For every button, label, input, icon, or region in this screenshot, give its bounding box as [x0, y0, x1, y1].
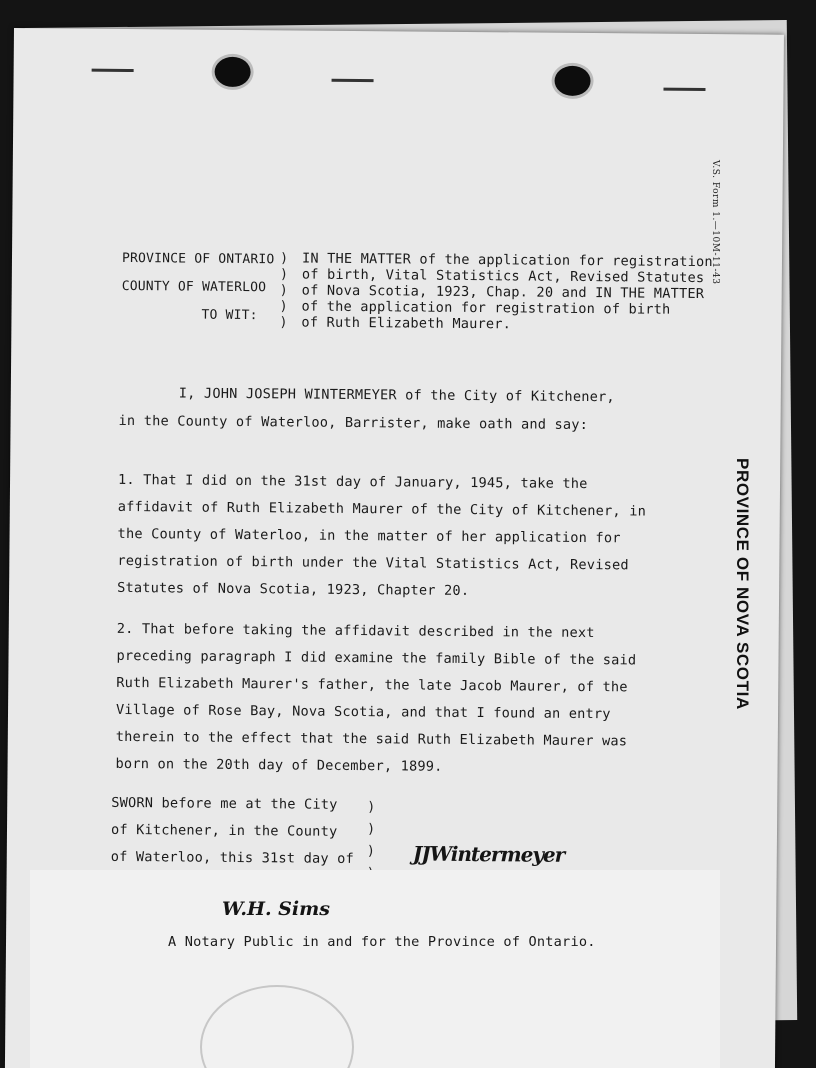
- caption-bracket: ): [279, 250, 289, 267]
- caption-matter-line: of birth, Vital Statistics Act, Revised Statutes: [301, 266, 705, 287]
- jurat-line: of Waterloo, this 31st day of: [110, 848, 354, 867]
- jurat-bracket: ): [366, 843, 376, 860]
- jurat-line: SWORN before me at the City: [111, 794, 338, 813]
- paragraph-2-line: preceding paragraph I did examine the family Bible of the said: [116, 647, 637, 669]
- rule-mark: [663, 88, 705, 91]
- caption-bracket: ): [279, 298, 288, 315]
- punch-hole: [551, 63, 593, 99]
- caption-matter-line: of the application for registration of birth: [301, 298, 671, 318]
- intro-line: in the County of Waterloo, Barrister, make oath and say:: [118, 412, 589, 434]
- jurat-line: of Kitchener, in the County: [110, 821, 338, 840]
- caption-to-wit: TO WIT:: [201, 307, 258, 324]
- caption-matter-line: of Ruth Elizabeth Maurer.: [301, 314, 512, 333]
- lower-page-strip: [30, 870, 720, 1068]
- paragraph-2-line: therein to the effect that the said Ruth Elizabeth Maurer was: [115, 728, 628, 750]
- notary-signature: W.H. Sims: [222, 898, 330, 920]
- jurat-bracket: ): [366, 821, 376, 838]
- province-stamp: PROVINCE OF NOVA SCOTIA: [733, 458, 752, 710]
- rule-mark: [92, 69, 134, 72]
- paragraph-2-line: Ruth Elizabeth Maurer's father, the late Jacob Maurer, of the: [116, 674, 628, 696]
- paragraph-1-line: the County of Waterloo, in the matter of her application for: [117, 525, 621, 547]
- paragraph-2-line: born on the 20th day of December, 1899.: [115, 755, 443, 775]
- caption-bracket: ): [279, 314, 288, 331]
- rule-mark: [332, 79, 374, 82]
- paragraph-1-line: affidavit of Ruth Elizabeth Maurer of the City of Kitchener, in: [117, 498, 647, 520]
- caption-county: COUNTY OF WATERLOO: [121, 278, 267, 296]
- deponent-signature: JJWintermeyer: [412, 841, 565, 867]
- caption-province: PROVINCE OF ONTARIO: [121, 250, 275, 268]
- form-code: V.S. Form 1.—10M-11-43: [710, 160, 720, 285]
- paragraph-2-line: Village of Rose Bay, Nova Scotia, and that I found an entry: [115, 701, 611, 723]
- caption-matter-line: of Nova Scotia, 1923, Chap. 20 and IN THE MATTER: [301, 282, 705, 303]
- jurat-bracket: ): [367, 799, 376, 816]
- paragraph-2-line: 2. That before taking the affidavit described in the next: [116, 620, 595, 642]
- punch-hole: [211, 54, 253, 90]
- caption-bracket: ): [279, 282, 288, 299]
- paragraph-1-line: Statutes of Nova Scotia, 1923, Chapter 20.: [117, 579, 470, 599]
- caption-matter-line: IN THE MATTER of the application for registration: [301, 250, 713, 271]
- paragraph-1-line: registration of birth under the Vital Statistics Act, Revised: [117, 552, 629, 574]
- caption-bracket: ): [279, 266, 289, 283]
- paragraph-1-line: 1. That I did on the 31st day of January, 1945, take the: [117, 471, 588, 493]
- notary-line: A Notary Public in and for the Province of Ontario.: [168, 934, 596, 950]
- intro-line: I, JOHN JOSEPH WINTERMEYER of the City of Kitchener,: [178, 385, 615, 406]
